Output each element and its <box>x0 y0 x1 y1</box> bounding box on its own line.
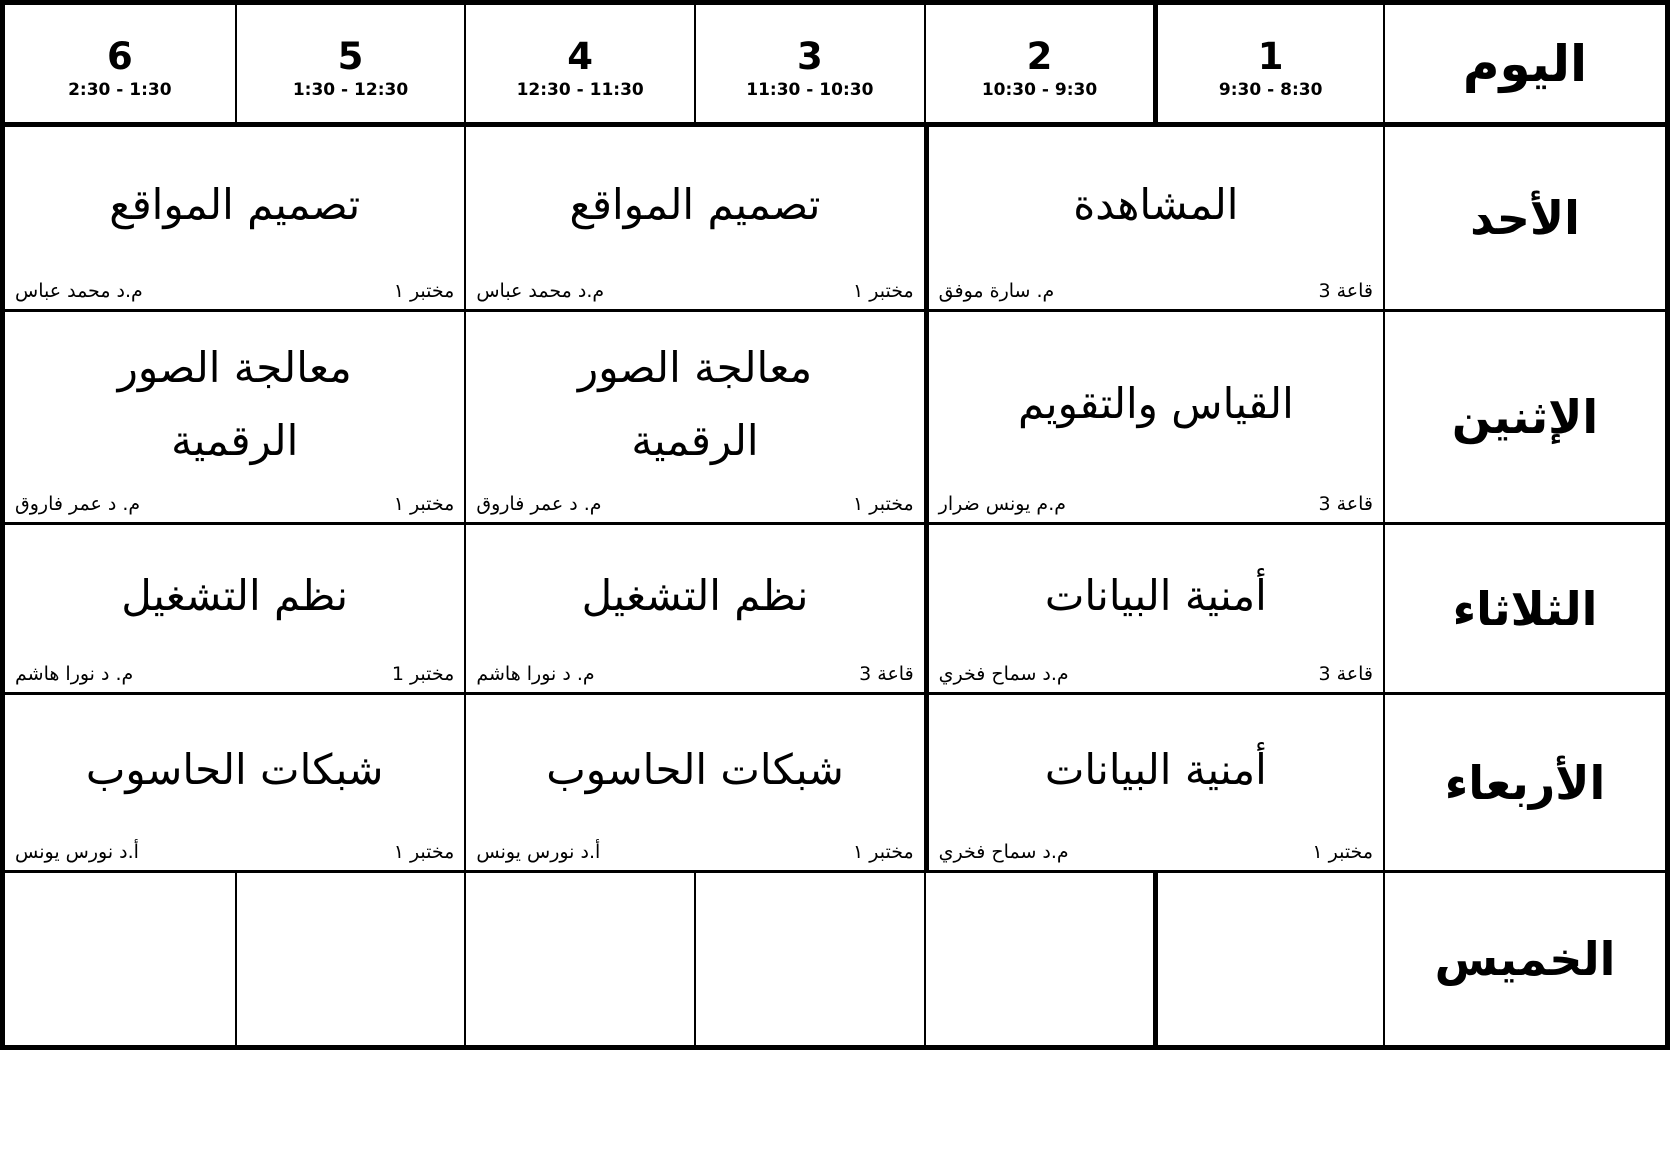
header-period-6 <box>5 5 235 127</box>
period-time: 11:30 - 12:30 <box>516 80 644 101</box>
class-cell-sunday-p5-6 <box>5 127 464 312</box>
header-period-2 <box>924 5 1154 127</box>
instructor-label: م. د عمر فاروق <box>15 493 141 515</box>
class-footer <box>929 279 1383 309</box>
room-label: مختبر ١ <box>393 841 455 863</box>
instructor-label: م.د سماح فخري <box>938 663 1069 685</box>
class-footer <box>5 662 464 692</box>
class-footer <box>5 279 464 309</box>
class-cell-wednesday-p3-4 <box>464 695 923 873</box>
day-name: الأربعاء <box>1444 755 1606 810</box>
day-name: الإثنين <box>1451 390 1599 444</box>
room-label: مختبر 1 <box>391 663 455 685</box>
class-cell-wednesday-p5-6 <box>5 695 464 873</box>
class-title: معالجة الصور الرقمية <box>117 342 352 465</box>
class-footer <box>929 840 1383 870</box>
period-number: 3 <box>796 34 823 78</box>
instructor-label: م.م يونس ضرار <box>938 493 1067 515</box>
period-number: 5 <box>337 34 364 78</box>
day-cell-wednesday <box>1383 695 1665 873</box>
period-number: 4 <box>567 34 594 78</box>
instructor-label: م. د نورا هاشم <box>15 663 134 685</box>
header-period-5 <box>235 5 465 127</box>
room-label: قاعة 3 <box>1318 493 1373 515</box>
day-cell-tuesday <box>1383 525 1665 695</box>
day-name: الثلاثاء <box>1452 581 1598 636</box>
empty-cell-thursday-p5 <box>235 873 465 1045</box>
day-cell-thursday <box>1383 873 1665 1045</box>
class-cell-monday-p5-6 <box>5 312 464 525</box>
class-cell-monday-p1-2 <box>924 312 1383 525</box>
header-period-1 <box>1153 5 1383 127</box>
instructor-label: م. سارة موفق <box>938 280 1055 302</box>
period-time: 10:30 - 11:30 <box>746 80 874 101</box>
period-time: 8:30 - 9:30 <box>1218 80 1323 101</box>
day-cell-monday <box>1383 312 1665 525</box>
period-time: 12:30 - 1:30 <box>292 80 409 101</box>
class-cell-monday-p3-4 <box>464 312 923 525</box>
instructor-label: م.د محمد عباس <box>15 280 143 302</box>
class-footer <box>466 279 923 309</box>
class-cell-tuesday-p1-2 <box>924 525 1383 695</box>
room-label: مختبر ١ <box>853 841 914 863</box>
class-cell-wednesday-p1-2 <box>924 695 1383 873</box>
class-footer <box>5 492 464 522</box>
class-title: معالجة الصور الرقمية <box>577 342 813 465</box>
class-footer <box>5 840 464 870</box>
class-footer <box>929 492 1383 522</box>
class-title: تصميم المواقع <box>569 180 821 230</box>
class-title: القياس والتقويم <box>1017 379 1294 429</box>
empty-cell-thursday-p1 <box>1153 873 1383 1045</box>
instructor-label: م.د سماح فخري <box>938 841 1069 863</box>
day-name: الأحد <box>1470 191 1580 245</box>
class-title: أمنية البيانات <box>1044 744 1267 794</box>
room-label: مختبر ١ <box>853 280 914 302</box>
empty-cell-thursday-p6 <box>5 873 235 1045</box>
day-name: الخميس <box>1434 932 1616 986</box>
class-title: تصميم المواقع <box>109 180 361 230</box>
room-label: قاعة 3 <box>1318 663 1373 685</box>
period-time: 9:30 - 10:30 <box>981 80 1098 101</box>
class-cell-tuesday-p3-4 <box>464 525 923 695</box>
period-number: 6 <box>106 34 133 78</box>
class-footer <box>466 662 923 692</box>
room-label: مختبر ١ <box>393 280 455 302</box>
instructor-label: م. د نورا هاشم <box>476 663 595 685</box>
class-cell-sunday-p3-4 <box>464 127 923 312</box>
class-footer <box>466 840 923 870</box>
header-day-cell <box>1383 5 1665 127</box>
class-footer <box>466 492 923 522</box>
class-title: نظم التشغيل <box>581 570 809 620</box>
class-footer <box>929 662 1383 692</box>
day-column-label: اليوم <box>1462 34 1588 93</box>
instructor-label: م. د عمر فاروق <box>476 493 602 515</box>
empty-cell-thursday-p3 <box>694 873 924 1045</box>
class-title: شبكات الحاسوب <box>546 744 844 794</box>
room-label: قاعة 3 <box>859 663 914 685</box>
period-number: 2 <box>1026 34 1053 78</box>
class-title: شبكات الحاسوب <box>85 744 384 794</box>
empty-cell-thursday-p4 <box>464 873 694 1045</box>
day-cell-sunday <box>1383 127 1665 312</box>
instructor-label: م.د محمد عباس <box>476 280 605 302</box>
room-label: قاعة 3 <box>1318 280 1373 302</box>
class-title: أمنية البيانات <box>1044 570 1267 620</box>
class-title: المشاهدة <box>1073 180 1239 230</box>
header-period-3 <box>694 5 924 127</box>
class-cell-sunday-p1-2 <box>924 127 1383 312</box>
instructor-label: أ.د نورس يونس <box>15 841 139 863</box>
class-cell-tuesday-p5-6 <box>5 525 464 695</box>
empty-cell-thursday-p2 <box>924 873 1154 1045</box>
header-period-4 <box>464 5 694 127</box>
room-label: مختبر ١ <box>1312 841 1373 863</box>
period-number: 1 <box>1257 34 1284 78</box>
room-label: مختبر ١ <box>853 493 914 515</box>
instructor-label: أ.د نورس يونس <box>476 841 601 863</box>
room-label: مختبر ١ <box>393 493 455 515</box>
class-title: نظم التشغيل <box>121 570 349 620</box>
period-time: 1:30 - 2:30 <box>68 80 172 101</box>
